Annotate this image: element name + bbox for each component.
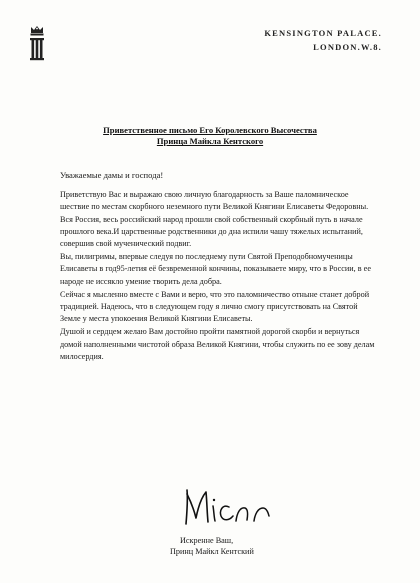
letter-title <box>0 125 420 147</box>
body-line: Сейчас я мысленно вместе с Вами и верю, что это паломничество отныне станет доброй <box>60 289 370 299</box>
salutation: Уважаемые дамы и господа! <box>60 170 164 180</box>
body-line: Вся Россия, весь российский народ прошли свой собственный скорбный путь в начале <box>60 214 363 224</box>
body-line: Приветствую Вас и выражаю свою личную благодарность за Ваше паломническое <box>60 190 349 200</box>
body-line: Вы, пилигримы, впервые следуя по последнему пути Святой Преподобномученицы <box>60 252 353 262</box>
paragraph-4 <box>60 326 390 363</box>
closing-line-2: Принц Майкл Кентский <box>170 546 254 556</box>
body-line: шествие по местам скорбного неземного пути Великой Княгини Елисаветы Федоровны. <box>60 202 369 212</box>
address-line-1: KENSINGTON PALACE. <box>264 28 382 38</box>
handwritten-signature <box>181 480 277 530</box>
letter-body <box>60 169 390 364</box>
body-line: совершив свой мученический подвиг. <box>60 239 192 249</box>
body-line: домой наполненными чистотой образа Великой Княгини, чтобы служить по ее зову делам <box>60 339 375 349</box>
paragraph-1 <box>60 189 390 250</box>
body-line: народе не иссякло умение творить дела добра. <box>60 276 222 286</box>
paragraph-3 <box>60 289 390 326</box>
royal-crest-logo <box>27 24 47 64</box>
body-line: Земле у места упокоения Великой Княгини Елисаветы. <box>60 314 253 324</box>
letter-closing <box>170 536 254 557</box>
letterhead-address <box>264 26 382 54</box>
title-line-2: Принца Майкла Кентского <box>156 136 264 146</box>
title-line-1: Приветственное письмо Его Королевского Высочества <box>103 125 317 135</box>
closing-line-1: Искренне Ваш, <box>180 536 234 545</box>
body-line: традицией. Надеюсь, что в следующем году я лично смогу присутствовать на Святой <box>60 302 358 312</box>
body-line: милосердия. <box>60 351 104 361</box>
paragraph-2 <box>60 251 390 288</box>
body-line: Душой и сердцем желаю Вам достойно пройти памятной дорогой скорби и вернуться <box>60 327 360 337</box>
address-line-2: LONDON.W.8. <box>313 42 382 52</box>
body-line: Елисаветы в год95-летия её безвременной кончины, показываете миру, что в России, в ее <box>60 264 371 274</box>
body-line: прошлого века.И царственные родственники до дна испили чашу тяжелых испытаний, <box>60 226 363 236</box>
